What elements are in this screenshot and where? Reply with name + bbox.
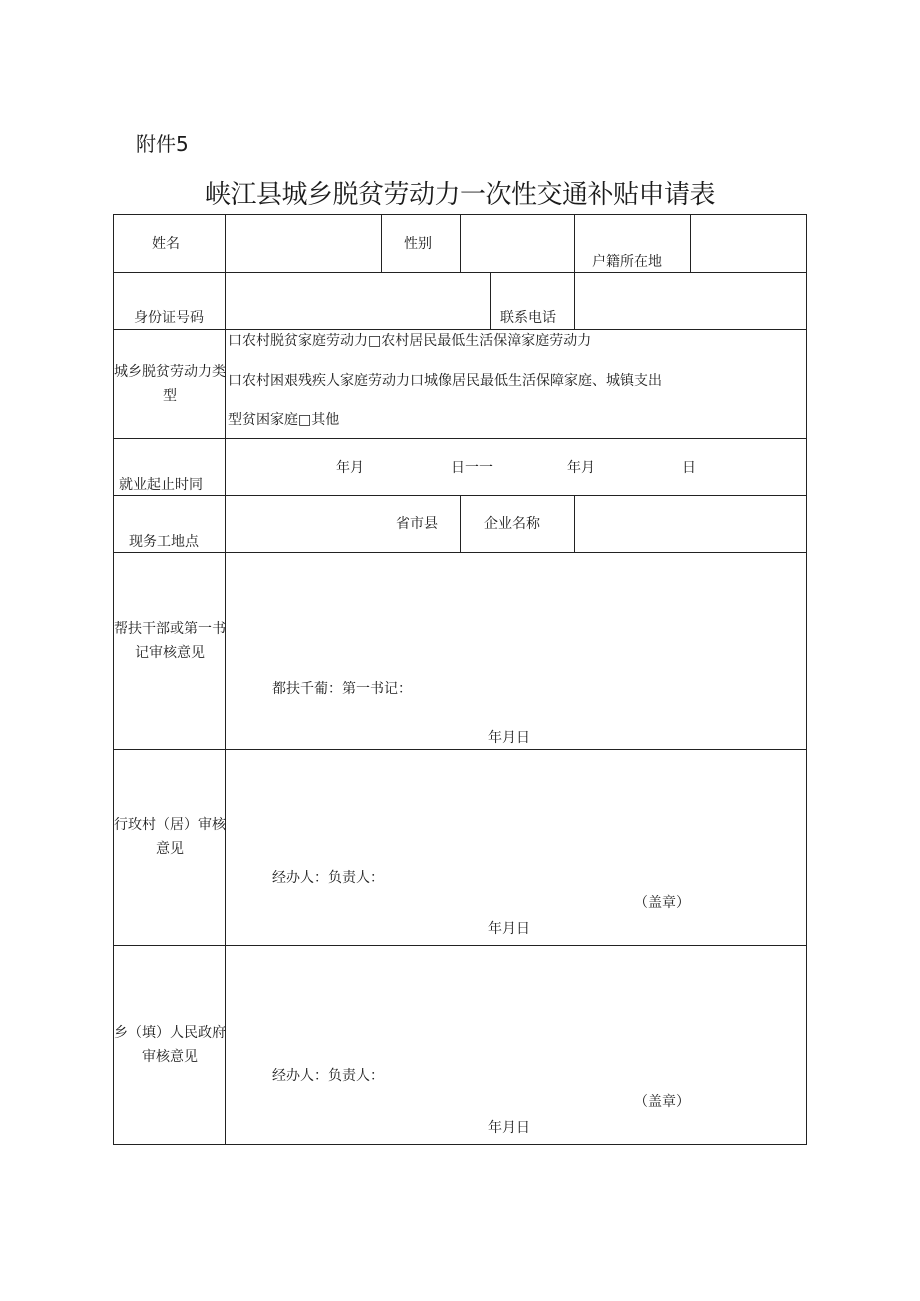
id-number-field[interactable]: [226, 273, 490, 329]
gender-label: 性别: [404, 236, 432, 252]
row-divider: [114, 438, 806, 439]
helper-signers[interactable]: 都扶千葡：第一书记：: [272, 681, 412, 697]
cell-divider: [460, 495, 461, 552]
name-field[interactable]: [226, 216, 381, 272]
row-divider: [114, 945, 806, 946]
helper-review-date[interactable]: 年月日: [488, 730, 530, 746]
village-seal: （盖章）: [634, 895, 690, 911]
cell-divider: [574, 215, 575, 272]
employment-period-label: 就业起止时同: [119, 477, 203, 493]
township-review-label: 乡（填）人民政府审核意见: [114, 1025, 226, 1065]
village-signers[interactable]: 经办人：负责人：: [272, 870, 384, 886]
start-day-to[interactable]: 日一一: [451, 460, 493, 476]
province-city-county[interactable]: 省市县: [396, 516, 438, 532]
household-field[interactable]: [691, 216, 805, 272]
label-column-divider: [225, 215, 226, 1144]
township-seal: （盖章）: [634, 1094, 690, 1110]
form-title: 峡江县城乡脱贫劳动力一次性交通补贴申请表: [204, 180, 715, 210]
row-divider: [114, 749, 806, 750]
work-location-label: 现务工地点: [129, 534, 199, 550]
household-label: 户籍所在地: [592, 254, 662, 270]
township-signers[interactable]: 经办人：负责人：: [272, 1068, 384, 1084]
labor-type-option-line-3[interactable]: 型贫困家庭□其他: [228, 412, 340, 428]
phone-field[interactable]: [575, 273, 805, 329]
labor-type-option-line-1[interactable]: 口农村脱贫家庭劳动力□农村居民最低生活保漳家庭劳动力: [228, 333, 592, 349]
village-review-label: 行玫村（居）审核意见: [114, 817, 226, 857]
labor-type-label: 城乡脱贫劳动力类型: [114, 364, 226, 404]
cell-divider: [490, 272, 491, 329]
end-year-month[interactable]: 年月: [567, 460, 595, 476]
name-label: 姓名: [152, 236, 180, 252]
end-day[interactable]: 日: [682, 460, 696, 476]
cell-divider: [381, 215, 382, 272]
id-number-label: 身份证号码: [134, 310, 204, 326]
phone-label: 联系电话: [500, 310, 556, 326]
company-name-label: 企业名称: [484, 516, 540, 532]
helper-review-label: 帮扶干部或第一书记审核意见: [114, 621, 226, 661]
labor-type-option-line-2[interactable]: 口农村困艰残疾人家庭劳动力口城像居民最低生活保障家庭、城镇支出: [228, 373, 662, 389]
row-divider: [114, 329, 806, 330]
township-review-date[interactable]: 年月日: [488, 1120, 530, 1136]
row-divider: [114, 552, 806, 553]
company-name-field[interactable]: [575, 496, 805, 552]
gender-field[interactable]: [461, 216, 574, 272]
village-review-date[interactable]: 年月日: [488, 921, 530, 937]
start-year-month[interactable]: 年月: [336, 460, 364, 476]
attachment-number: 附件5: [136, 132, 189, 156]
application-form-table: [113, 214, 807, 1145]
